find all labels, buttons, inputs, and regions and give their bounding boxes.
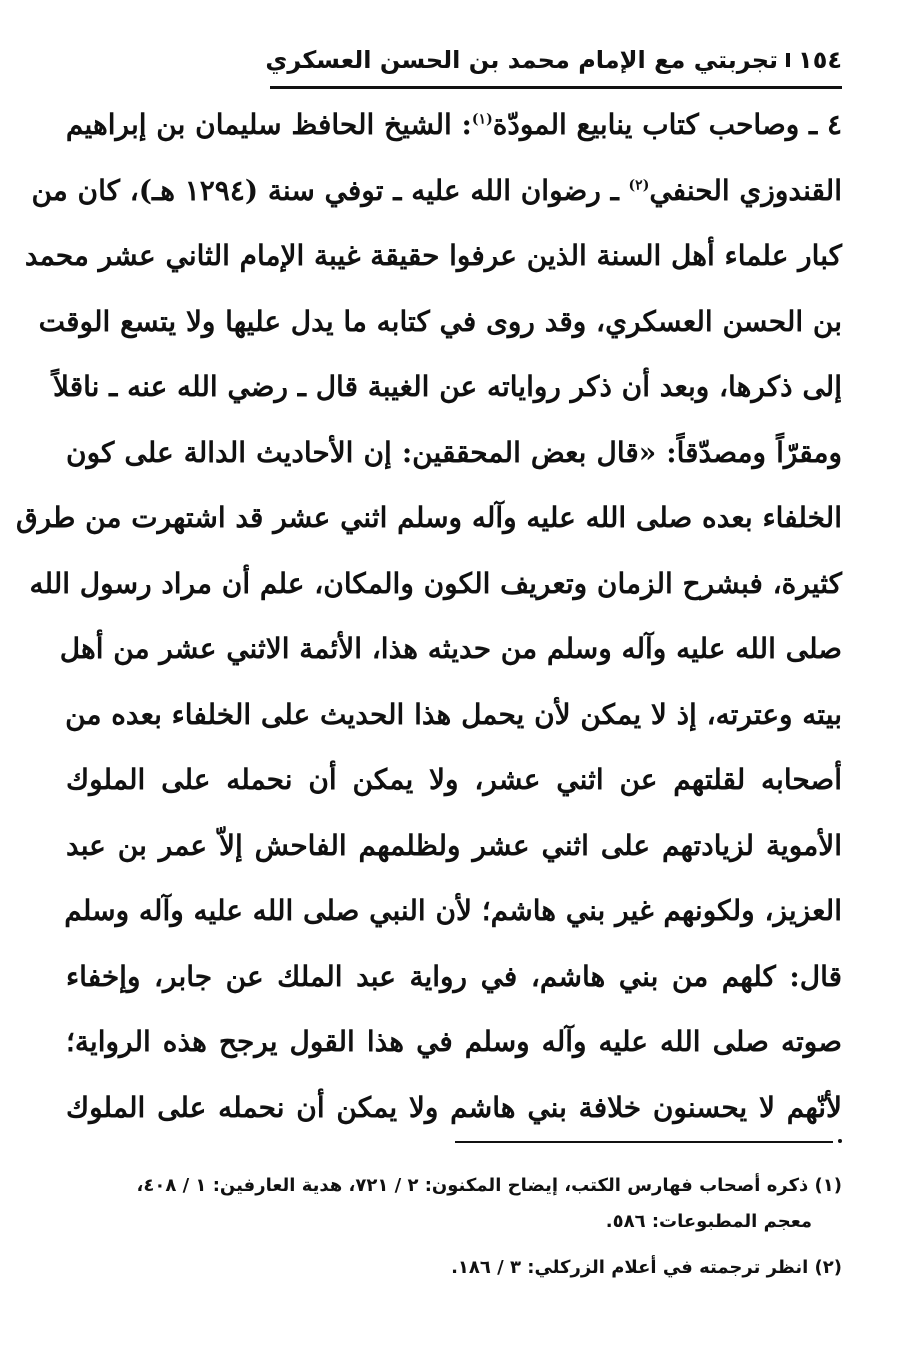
footnote-1: (١) ذكره أصحاب فهارس الكتب، إيضاح المكنون: ٢ / ٧٢١، هدية العارفين: ١ / ٤٠٨،: [136, 1175, 842, 1196]
footnote-ref-2[interactable]: (٢): [628, 177, 650, 194]
text-line: أصحابه لقلتهم عن اثني عشر، ولا يمكن أن نحمله على الملوك: [66, 763, 842, 796]
text-line: صلى الله عليه وآله وسلم من حديثه هذا، الأئمة الاثني عشر من أهل: [59, 632, 842, 665]
footnote-separator: [455, 1141, 833, 1143]
header-rule: [270, 86, 842, 89]
text-line: ٤ ـ وصاحب كتاب ينابيع المودّة$^{(١)}$: الشيخ الحافظ سليمان بن إبراهيم: [65, 108, 842, 141]
footnotes: [66, 1168, 842, 1286]
text-line: كبار علماء أهل السنة الذين عرفوا حقيقة غيبة الإمام الثاني عشر محمد: [24, 239, 842, 272]
square-separator-icon: [786, 53, 790, 67]
page-number: ١٥٤: [798, 46, 842, 74]
text-line: بيته وعترته، إذ لا يمكن لأن يحمل هذا الحديث على الخلفاء بعده من: [65, 697, 842, 731]
footnote-1-continuation: معجم المطبوعات: ٥٨٦.: [605, 1211, 812, 1232]
page-header: [265, 36, 842, 84]
body-text: [15, 92, 842, 1140]
text-line: صوته صلى الله عليه وآله وسلم في هذا القول يرجح هذه الرواية؛: [66, 1025, 842, 1058]
running-title: تجربتي مع الإمام محمد بن الحسن العسكري: [265, 46, 779, 74]
text-line: بن الحسن العسكري، وقد روى في كتابه ما يدل عليها ولا يتسع الوقت: [38, 304, 842, 338]
text-line: الأموية لزيادتهم على اثني عشر ولظلمهم الفاحش إلاّ عمر بن عبد: [66, 828, 842, 862]
text-line: إلى ذكرها، وبعد أن ذكر رواياته عن الغيبة قال ـ رضي الله عنه ـ ناقلاً: [53, 370, 842, 403]
text-line: لأنّهم لا يحسنون خلافة بني هاشم ولا يمكن أن نحمله على الملوك: [66, 1090, 842, 1124]
footnote-ref-1[interactable]: (١): [471, 111, 493, 128]
text-line: ومقرّاً ومصدّقاً: «قال بعض المحققين: إن الأحاديث الدالة على كون: [66, 435, 842, 469]
text-line: كثيرة، فبشرح الزمان وتعريف الكون والمكان، علم أن مراد رسول الله: [29, 566, 842, 600]
text-line: القندوزي الحنفي$^{(٢)}$ ـ رضوان الله عليه ـ توفي سنة (١٢٩٤ هـ)، كان من: [31, 173, 842, 207]
footnote-separator-dot: [838, 1139, 842, 1143]
text-line: قال: كلهم من بني هاشم، في رواية عبد الملك عن جابر، وإخفاء: [66, 959, 842, 993]
text-line: العزيز، ولكونهم غير بني هاشم؛ لأن النبي صلى الله عليه وآله وسلم: [64, 894, 842, 927]
text-line: الخلفاء بعده صلى الله عليه وآله وسلم اثني عشر قد اشتهرت من طرق: [15, 501, 842, 534]
footnote-2: (٢) انظر ترجمته في أعلام الزركلي: ٣ / ١٨٦.: [451, 1257, 842, 1278]
